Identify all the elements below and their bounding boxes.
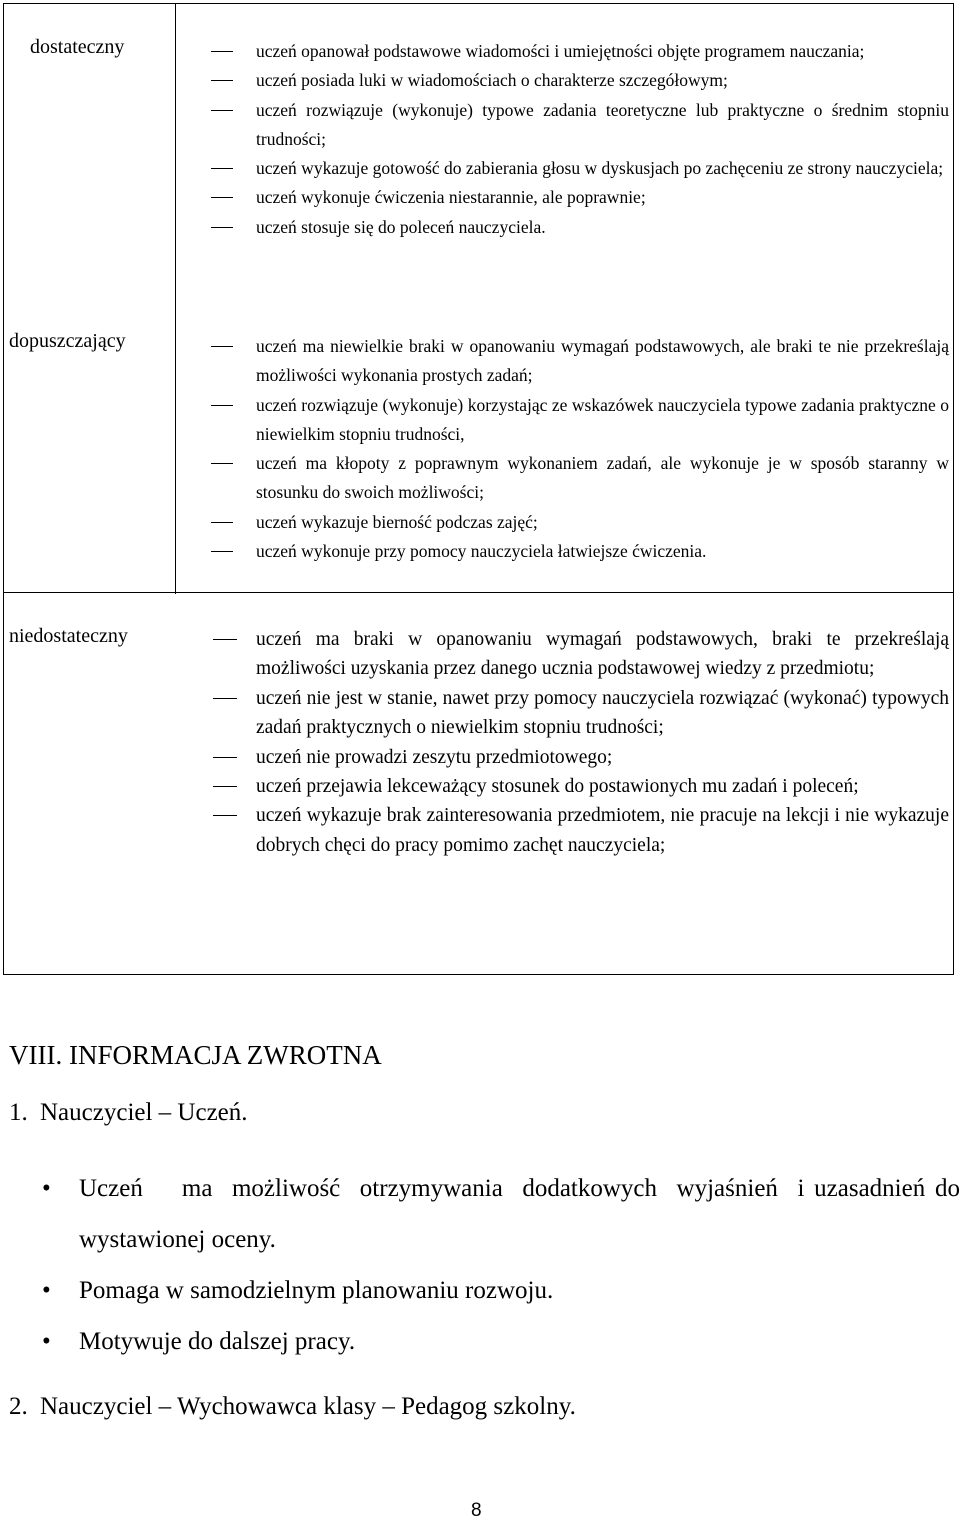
criteria-item: uczeń wykonuje ćwiczenia niestarannie, ale poprawnie;	[256, 183, 949, 212]
criteria-item: uczeń posiada luki w wiadomościach o charakterze szczegółowym;	[256, 66, 949, 95]
criteria-item: uczeń rozwiązuje (wykonuje) typowe zadania teoretyczne lub praktyczne o średnim stopniu trudności;	[256, 96, 949, 155]
section-heading: VIII. INFORMACJA ZWROTNA	[9, 1040, 382, 1070]
page-number: 8	[471, 1500, 482, 1521]
criteria-item: uczeń wykazuje gotowość do zabierania głosu w dyskusjach po zachęceniu ze strony nauczyciela;	[256, 154, 949, 183]
dash-icon	[213, 815, 237, 816]
criteria-list-dostateczny	[256, 37, 949, 242]
grade-label-dostateczny: dostateczny	[30, 36, 125, 58]
criteria-item: uczeń ma niewielkie braki w opanowaniu wymagań podstawowych, ale braki te nie przekreślają możliwości wykonania prostych zadań;	[256, 332, 949, 391]
dash-icon	[211, 80, 233, 81]
criteria-item: uczeń rozwiązuje (wykonuje) korzystając ze wskazówek nauczyciela typowe zadania praktyczne o niewielkim stopniu trudności,	[256, 391, 949, 450]
subsection-number: 2.	[9, 1393, 28, 1420]
criteria-item: uczeń wykazuje brak zainteresowania przedmiotem, nie pracuje na lekcji i nie wykazuje dobrych chęci do pracy pomimo zachęt nauczyciela;	[256, 801, 949, 860]
dash-icon	[211, 522, 233, 523]
dash-icon	[211, 346, 233, 347]
bullet-item: • Motywuje do dalszej pracy.	[79, 1316, 960, 1367]
subsection-number: 1.	[9, 1099, 28, 1126]
dash-icon	[213, 639, 237, 640]
dash-icon	[211, 51, 233, 52]
grade-label-dopuszczajacy: dopuszczający	[9, 330, 126, 352]
dash-icon	[211, 463, 233, 464]
criteria-item: uczeń wykonuje przy pomocy nauczyciela łatwiejsze ćwiczenia.	[256, 537, 949, 566]
dash-icon	[211, 551, 233, 552]
subsection-title: Nauczyciel – Uczeń.	[40, 1099, 248, 1126]
subsection-heading	[9, 1390, 576, 1424]
criteria-item: uczeń wykazuje bierność podczas zajęć;	[256, 508, 949, 537]
dash-icon	[211, 110, 233, 111]
criteria-item: uczeń stosuje się do poleceń nauczyciela.	[256, 213, 949, 242]
subsection-title: Nauczyciel – Wychowawca klasy – Pedagog szkolny.	[40, 1393, 576, 1420]
bullet-icon: •	[42, 1277, 51, 1304]
criteria-list-niedostateczny	[256, 625, 949, 860]
dash-icon	[213, 698, 237, 699]
row-divider	[4, 592, 953, 593]
column-divider	[175, 4, 176, 594]
bullet-icon: •	[42, 1328, 51, 1355]
dash-icon	[211, 168, 233, 169]
bullet-icon: •	[42, 1175, 51, 1202]
dash-icon	[213, 786, 237, 787]
criteria-item: uczeń ma kłopoty z poprawnym wykonaniem zadań, ale wykonuje je w sposób staranny w stosunku do swoich możliwości;	[256, 449, 949, 508]
dash-icon	[213, 757, 237, 758]
criteria-item: uczeń ma braki w opanowaniu wymagań podstawowych, braki te przekreślają możliwości uzyskania przez danego ucznia podstawowej wiedzy z przedmiotu;	[256, 625, 949, 684]
bullet-list	[42, 1163, 960, 1367]
criteria-item: uczeń przejawia lekceważący stosunek do postawionych mu zadań i poleceń;	[256, 772, 949, 801]
dash-icon	[211, 197, 233, 198]
bullet-item: • Uczeń ma możliwość otrzymywania dodatkowych wyjaśnień i uzasadnień do wystawionej oceny.	[79, 1163, 960, 1265]
dash-icon	[211, 227, 233, 228]
criteria-item: uczeń nie prowadzi zeszytu przedmiotowego;	[256, 743, 949, 772]
dash-icon	[211, 405, 233, 406]
criteria-item: uczeń opanował podstawowe wiadomości i umiejętności objęte programem nauczania;	[256, 37, 949, 66]
bullet-item: • Pomaga w samodzielnym planowaniu rozwoju.	[79, 1265, 960, 1316]
subsection-heading	[9, 1096, 248, 1130]
grade-label-niedostateczny: niedostateczny	[9, 625, 128, 647]
criteria-item: uczeń nie jest w stanie, nawet przy pomocy nauczyciela rozwiązać (wykonać) typowych zadań praktycznych o niewielkim stopniu trudności;	[256, 684, 949, 743]
criteria-list-dopuszczajacy	[256, 332, 949, 566]
